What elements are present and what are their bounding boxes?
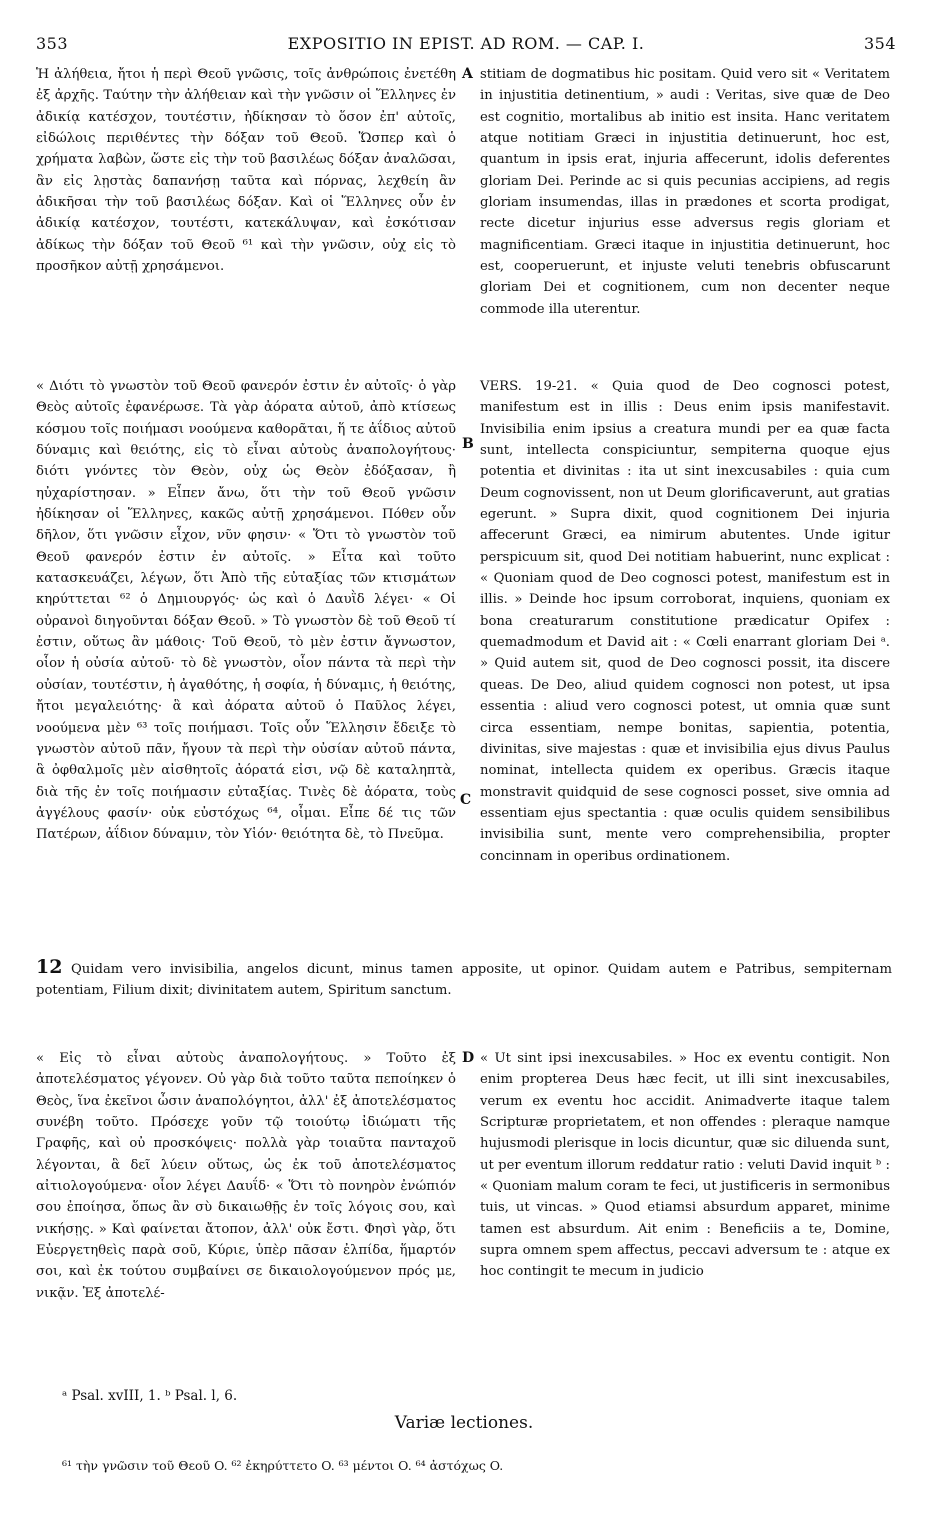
latin-paragraph: « Ut sint ipsi inexcusabiles. » Hoc ex eventu contigit. Non enim propterea Deus hæc fecit, ut illi sint inexcusabiles, verum ex eventu hoc accidit. Animadverte itaque talem Scripturæ proprietatem, et non offendes : pleraque namque hujusmodi plerisque in locis dicuntur, quæ sic diluenda sunt, ut per eventum illorum reddatur ratio : veluti David inquit ᵇ : « Quoniam malum coram te feci, ut justificeris in sermonibus tuis, ut vincas. » Quod etiamsi absurdum apparet, minime tamen est absurdum. Ait enim : Beneficiis a te, Domine, supra omnem spem affectus, peccavi adversum te : atque ex hoc contingit te mecum in judicio: [480, 1051, 890, 1280]
greek-paragraph: Ἡ ἀλήθεια, ἤτοι ἡ περὶ Θεοῦ γνῶσις, τοῖς ἀνθρώποις ἐνετέθη ἐξ ἀρχῆς. Ταύτην τὴν ἀλήθειαν καὶ τὴν γνῶσιν οἱ Ἕλληνες ἐν ἀδικίᾳ κατέσχον, τουτέστιν, ἠδίκησαν τὸ ὅσον ἐπ' αὐτοῖς, εἰδώλοις περιθέντες τὴν δόξαν τοῦ Θεοῦ. Ὥσπερ καὶ ὁ χρήματα λαβὼν, ὥστε εἰς τὴν τοῦ βασιλέως δόξαν ἀναλῶσαι, ἂν εἰς λῃστὰς δαπανήσῃ ταῦτα καὶ πόρνας, λεχθείη ἂν ἀδικῆσαι τὴν τοῦ βασιλέως δόξαν. Καὶ οἱ Ἕλληνες οὖν ἐν ἀδικίᾳ κατέσχον, τουτέστι, κατεκάλυψαν, καὶ ἐσκότισαν ἀδίκως τὴν δόξαν τοῦ Θεοῦ ⁶¹ καὶ τὴν γνῶσιν, οὐχ εἰς τὸ προσῆκον αὐτῇ χρησάμενοι.: [36, 67, 456, 275]
greek-column-block-3: [36, 1048, 456, 1304]
footnotes: ᵃ Psal. xvIII, 1. ᵇ Psal. l, 6.: [62, 1388, 238, 1404]
variae-lectiones: ⁶¹ τὴν γνῶσιν τοῦ Θεοῦ O. ⁶² ἐκηρύττετο O. ⁶³ μέντοι O. ⁶⁴ ἀστόχως O.: [62, 1458, 504, 1473]
fullwidth-latin-continuation: [36, 957, 892, 1002]
running-title: EXPOSITIO IN EPIST. AD ROM. — CAP. I.: [287, 34, 645, 53]
greek-paragraph: « Εἰς τὸ εἶναι αὐτοὺς ἀναπολογήτους. » Τοῦτο ἐξ ἀποτελέσματος γέγονεν. Οὐ γὰρ διὰ τοῦτο ταῦτα πεποίηκεν ὁ Θεὸς, ἵνα ἐκεῖνοι ὦσιν ἀναπολόγητοι, ἀλλ' ἐξ ἀποτελέσματος συνέβη τοῦτο. Πρόσεχε γοῦν τῷ τοιούτῳ ἰδιώματι τῆς Γραφῆς, καὶ οὐ προσκόψεις· πολλὰ γὰρ τοιαῦτα πανταχοῦ λέγονται, ἃ δεῖ λύειν οὕτως, ὡς ἐκ τοῦ ἀποτελέσματος αἰτιολογούμενα· οἷον λέγει Δαυΐδ· « Ὅτι τὸ πονηρὸν ἐνώπιόν σου ἐποίησα, ὅπως ἂν σὺ δικαιωθῇς ἐν τοῖς λόγοις σου, καὶ νικήσῃς. » Καὶ φαίνεται ἄτοπον, ἀλλ' οὐκ ἔστι. Φησὶ γὰρ, ὅτι Εὐεργετηθεὶς παρὰ σοῦ, Κύριε, ὑπὲρ πᾶσαν ἐλπίδα, ἥμαρτόν σοι, καὶ ἐκ τούτου συμβαίνει σε δικαιολογούμενον πρός με, νικᾷν. Ἐξ ἀποτελέ-: [36, 1051, 456, 1301]
verse-reference: VERS. 19-21.: [480, 379, 578, 394]
greek-paragraph: « Διότι τὸ γνωστὸν τοῦ Θεοῦ φανερόν ἐστιν ἐν αὐτοῖς· ὁ γὰρ Θεὸς αὐτοῖς ἐφανέρωσε. Τὰ γὰρ ἀόρατα αὐτοῦ, ἀπὸ κτίσεως κόσμου τοῖς ποιήμασι νοούμενα καθορᾶται, ἥ τε ἀΐδιος αὐτοῦ δύναμις καὶ θειότης, εἰς τὸ εἶναι αὐτοὺς ἀναπολογήτους· διότι γνόντες τὸν Θεὸν, οὐχ ὡς Θεὸν ἐδόξασαν, ἢ ηὐχαρίστησαν. » Εἶπεν ἄνω, ὅτι τὴν τοῦ Θεοῦ γνῶσιν ἠδίκησαν οἱ Ἕλληνες, κακῶς αὐτῇ χρησάμενοι. Πόθεν οὖν δῆλον, ὅτι γνῶσιν εἶχον, νῦν φησιν· « Ὅτι τὸ γνωστὸν τοῦ Θεοῦ φανερόν ἐστιν ἐν αὐτοῖς. » Εἶτα καὶ τοῦτο κατασκευάζει, λέγων, ὅτι Ἀπὸ τῆς εὐταξίας τῶν κτισμάτων κηρύττεται ⁶² ὁ Δημιουργός· ὡς καὶ ὁ Δαυῒδ λέγει· « Οἱ οὐρανοὶ διηγοῦνται δόξαν Θεοῦ. » Τὸ γνωστὸν δὲ τοῦ Θεοῦ τί ἐστιν, οὕτως ἂν μάθοις· Τοῦ Θεοῦ, τὸ μὲν ἐστιν ἄγνωστον, οἷον ἡ οὐσία αὐτοῦ· τὸ δὲ γνωστὸν, οἷον πάντα τὰ περὶ τὴν οὐσίαν, τουτέστιν, ἡ ἀγαθότης, ἡ σοφία, ἡ δύναμις, ἡ θειότης, ἤτοι μεγαλειότης· ἃ καὶ ἀόρατα αὐτοῦ ὁ Παῦλος λέγει, νοούμενα μὲν ⁶³ τοῖς ποιήμασι. Τοῖς οὖν Ἕλλησιν ἔδειξε τὸ γνωστὸν αὐτοῦ πᾶν, ἤγουν τὰ περὶ τὴν οὐσίαν αὐτοῦ πάντα, ἃ ὀφθαλμοῖς μὲν αἰσθητοῖς ἀόρατά εἰσι, νῷ δὲ καταληπτὰ, διὰ τῆς ἐν τοῖς ποιήμασιν εὐταξίας. Τινὲς δὲ ἀόρατα, τοὺς ἀγγέλους φασίν· οὐκ εὐστόχως ⁶⁴, οἶμαι. Εἶπε δέ τις τῶν Πατέρων, ἀΐδιον δύναμιν, τὸν Υἱόν· θειότητα δὲ, τὸ Πνεῦμα.: [36, 379, 456, 843]
running-header: [36, 34, 896, 60]
margin-marker-a: A: [462, 66, 473, 82]
margin-marker-b: B: [462, 436, 474, 452]
latin-paragraph: 12 Quidam vero invisibilia, angelos dicunt, minus tamen apposite, ut opinor. Quidam autem e Patribus, sempiternam potentiam, Filium dixit; divinitatem autem, Spiritum sanctum.: [36, 956, 892, 999]
latin-column-block-2: [480, 376, 890, 867]
greek-column-block-1: [36, 64, 456, 277]
latin-column-block-1: [480, 64, 890, 320]
greek-column-block-2: [36, 376, 456, 846]
latin-paragraph: VERS. 19-21. « Quia quod de Deo cognosci potest, manifestum est in illis : Deus enim ipsis manifestavit. Invisibilia enim ipsius a creatura mundi per ea quæ facta sunt, intellecta conspiciuntur, sempiterna quoque ejus potentia et divinitas : ita ut sint inexcusabiles : quia cum Deum cognovissent, non ut Deum glorificaverunt, aut gratias egerunt. » Supra dixit, quod cognitionem Dei injuria affecerunt Græci, ea nimirum abutentes. Unde igitur perspicuum sit, quod Dei notitiam habuerint, nunc explicat : « Quoniam quod de Deo cognosci potest, manifestum est in illis. » Deinde hoc ipsum corroborat, inquiens, quoniam ex bona creaturarum constitutione prædicatur Opifex : quemadmodum et David ait : « Cœli enarrant gloriam Dei ᵃ. » Quid autem sit, quod de Deo cognosci possit, ita discere queas. De Deo, aliud quidem cognosci non potest, ut ipsa essentia : aliud vero cognosci potest, ut omnia quæ sunt circa essentiam, nempe bonitas, sapientia, potentia, divinitas, sive majestas : quæ et invisibilia ejus divus Paulus nominat, intellecta quidem ex operibus. Græcis itaque monstravit quidquid de sese cognosci posset, sive omnia ad essentiam ejus spectantia : quæ oculis quidem sensibilibus invisibilia sunt, mente vero comprehensibilia, propter concinnam in operibus ordinationem.: [480, 379, 890, 864]
margin-marker-d: D: [462, 1050, 475, 1066]
variae-lectiones-title: Variæ lectiones.: [394, 1413, 534, 1433]
margin-marker-c: C: [460, 792, 472, 808]
page-number-left: 353: [36, 34, 69, 53]
latin-column-block-3: [480, 1048, 890, 1283]
section-number: 12: [36, 956, 63, 978]
latin-paragraph: stitiam de dogmatibus hic positam. Quid vero sit « Veritatem in injustitia detinentium, » audi : Veritas, sive quæ de Deo est cognitio, mortalibus ab initio est insita. Hanc veritatem atque notitiam Græci in injustitia detinuerunt, hoc est, quantum in ipsis erat, injuria affecerunt, idolis deferentes gloriam Dei. Perinde ac si quis pecunias accipiens, ad regis gloriam insumendas, illas in prædones et scorta prodigat, recte dicetur injurius esse adversus regis gloriam et magnificentiam. Græci itaque in injustitia detinuerunt, hoc est, cooperuerunt, et injuste veluti tenebris obfuscarunt gloriam Dei et cognitionem, cum non decenter neque commode illa uterentur.: [480, 67, 890, 317]
page-number-right: 354: [863, 34, 896, 53]
